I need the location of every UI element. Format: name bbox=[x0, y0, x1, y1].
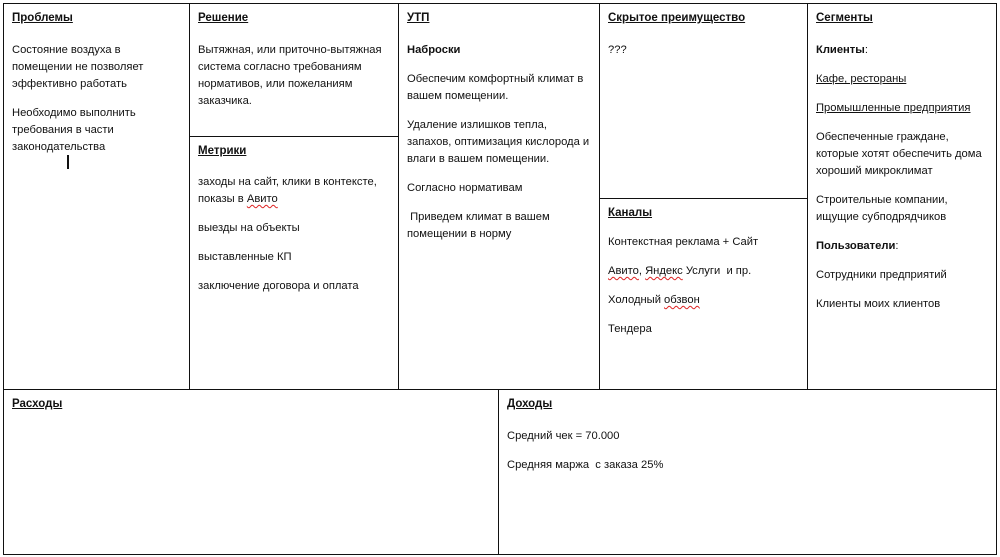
metrics-item-1-avito: Авито bbox=[246, 193, 278, 205]
metrics-cell[interactable] bbox=[189, 136, 399, 390]
channels-item-2-avito: Авито bbox=[608, 265, 639, 277]
segments-cell[interactable] bbox=[807, 3, 997, 390]
solution-content bbox=[198, 42, 392, 122]
hidden-advantage-content bbox=[608, 42, 801, 71]
segments-client-item-4: Строительные компании, ищущие субподрядчиков bbox=[816, 194, 948, 223]
channels-item-3 bbox=[608, 292, 801, 309]
utp-item-3: Согласно нормативам bbox=[407, 182, 523, 194]
channels-item-3-text: Холодный bbox=[608, 294, 665, 306]
metrics-item-1 bbox=[198, 174, 392, 208]
problems-item-1: Состояние воздуха в помещении не позволяет эффективно работать bbox=[12, 44, 144, 90]
expenses-cell[interactable] bbox=[3, 389, 499, 555]
utp-content bbox=[407, 42, 593, 255]
segments-clients-colon: : bbox=[864, 44, 868, 56]
solution-item-1: Вытяжная, или приточно-вытяжная система согласно требованиям нормативов, или пожеланиям заказчика. bbox=[198, 44, 382, 107]
channels-cell[interactable] bbox=[599, 198, 808, 390]
channels-item-4: Тендера bbox=[608, 323, 652, 335]
segments-user-item-1: Сотрудники предприятий bbox=[816, 269, 947, 281]
metrics-content bbox=[198, 174, 392, 307]
segments-users-heading bbox=[816, 238, 990, 255]
problems-cell[interactable] bbox=[3, 3, 190, 390]
revenue-item-2: Средняя маржа с заказа 25% bbox=[507, 459, 664, 471]
segments-client-item-3: Обеспеченные граждане, которые хотят обеспечить дома хороший микроклимат bbox=[816, 131, 982, 177]
utp-subtitle: Наброски bbox=[407, 44, 461, 56]
utp-item-4: Приведем климат в вашем помещении в норму bbox=[407, 211, 553, 240]
channels-title: Каналы bbox=[608, 207, 653, 219]
segments-users-label: Пользователи bbox=[816, 240, 896, 252]
channels-item-2 bbox=[608, 263, 801, 280]
problems-title: Проблемы bbox=[12, 12, 73, 24]
channels-item-2-sep: , bbox=[638, 265, 646, 277]
solution-cell[interactable] bbox=[189, 3, 399, 137]
metrics-item-2: выезды на объекты bbox=[198, 222, 300, 234]
segments-content bbox=[816, 42, 990, 325]
channels-item-1: Контекстная реклама + Сайт bbox=[608, 236, 759, 248]
problems-item-2: Необходимо выполнить требования в части законодательства bbox=[12, 107, 136, 153]
hidden-advantage-cell[interactable] bbox=[599, 3, 808, 199]
hidden-advantage-title: Скрытое преимущество bbox=[608, 12, 746, 24]
segments-clients-label: Клиенты bbox=[816, 44, 865, 56]
channels-item-3-word: обзвон bbox=[664, 294, 700, 306]
channels-item-2-rest: Услуги и пр. bbox=[682, 265, 752, 277]
utp-item-1: Обеспечим комфортный климат в вашем помещении. bbox=[407, 73, 584, 102]
hidden-advantage-text: ??? bbox=[608, 44, 627, 56]
segments-client-item-1: Кафе, рестораны bbox=[816, 73, 907, 85]
expenses-title: Расходы bbox=[12, 398, 63, 410]
segments-title: Сегменты bbox=[816, 12, 873, 24]
metrics-item-4: заключение договора и оплата bbox=[198, 280, 359, 292]
utp-item-2: Удаление излишков тепла, запахов, оптимизация кислорода и влаги в вашем помещении. bbox=[407, 119, 590, 165]
metrics-title: Метрики bbox=[198, 145, 247, 157]
metrics-item-1-text: заходы на сайт, клики в контексте, показы в bbox=[198, 176, 377, 205]
text-cursor bbox=[67, 155, 69, 169]
segments-user-item-2: Клиенты моих клиентов bbox=[816, 298, 941, 310]
utp-cell[interactable] bbox=[398, 3, 600, 390]
segments-users-colon: : bbox=[895, 240, 899, 252]
segments-client-item-2: Промышленные предприятия bbox=[816, 102, 971, 114]
solution-title: Решение bbox=[198, 12, 249, 24]
utp-title: УТП bbox=[407, 12, 430, 24]
metrics-item-3: выставленные КП bbox=[198, 251, 292, 263]
revenue-item-1: Средний чек = 70.000 bbox=[507, 430, 620, 442]
segments-clients-heading bbox=[816, 42, 990, 59]
revenue-title: Доходы bbox=[507, 398, 553, 410]
problems-content bbox=[12, 42, 183, 168]
revenue-cell[interactable] bbox=[498, 389, 997, 555]
channels-item-2-yandex: Яндекс bbox=[645, 265, 683, 277]
channels-content bbox=[608, 234, 801, 350]
revenue-content bbox=[507, 428, 990, 486]
